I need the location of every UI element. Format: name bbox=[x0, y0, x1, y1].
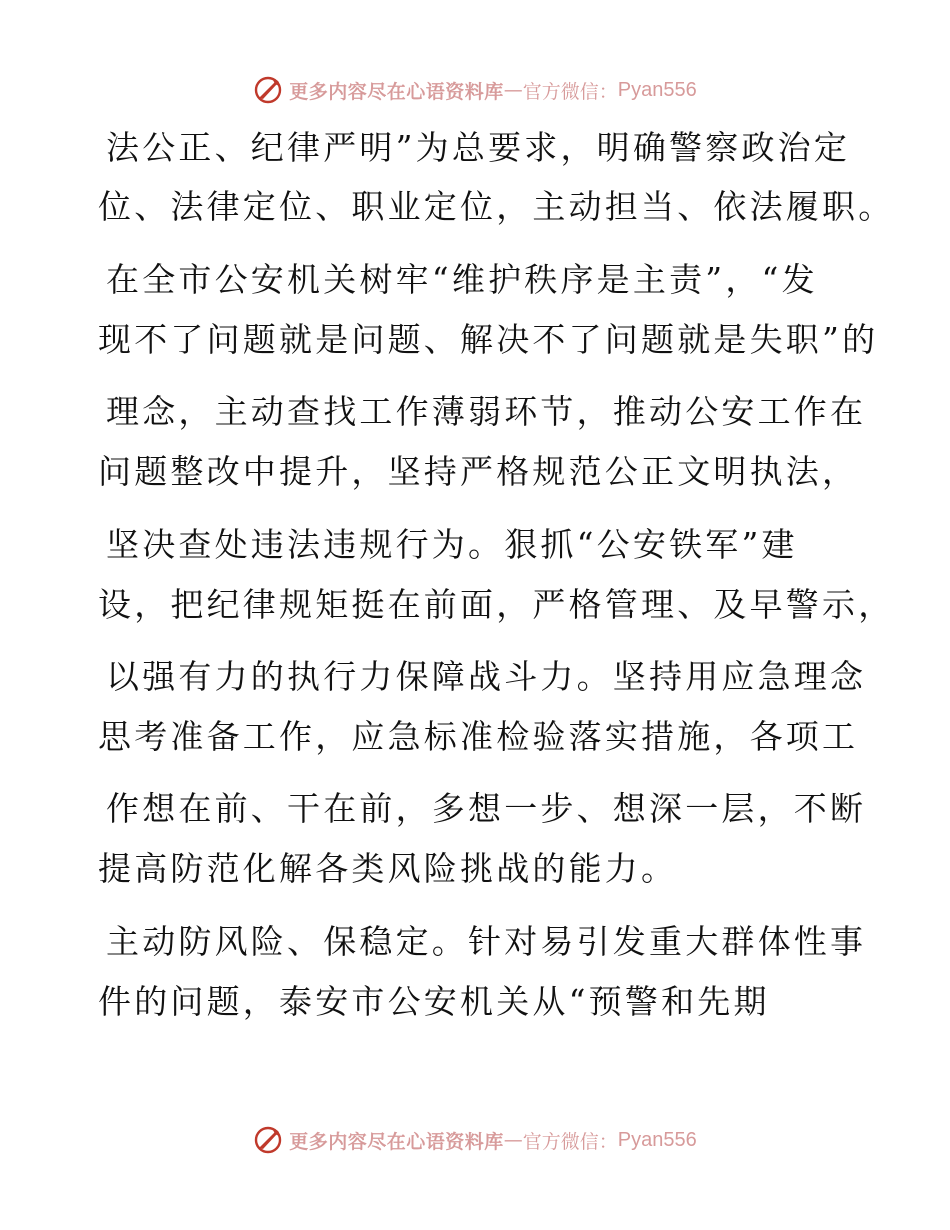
paragraph-line: 件的问题，泰安市公安机关从“预警和先期 bbox=[98, 982, 770, 1021]
banner-text bbox=[289, 1127, 697, 1154]
banner-separator: — bbox=[503, 79, 523, 101]
banner-main-text: 更多内容尽在心语资料库 bbox=[289, 1130, 504, 1153]
paragraph-line: 现不了问题就是问题、解决不了问题就是失职”的 bbox=[98, 320, 879, 359]
banner-main-text: 更多内容尽在心语资料库 bbox=[289, 80, 504, 103]
paragraph-line: 位、法律定位、职业定位，主动担当、依法履职。 bbox=[98, 187, 895, 226]
footer-banner bbox=[0, 1120, 950, 1160]
banner-separator: — bbox=[503, 1129, 523, 1151]
paragraph-line: 提高防范化解各类风险挑战的能力。 bbox=[98, 849, 678, 888]
quill-pen-logo-icon bbox=[253, 1125, 283, 1155]
paragraph-line: 思考准备工作，应急标准检验落实措施，各项工 bbox=[98, 717, 859, 756]
wechat-label: 官方微信： bbox=[522, 80, 618, 103]
paragraph-line: 理念，主动查找工作薄弱环节，推动公安工作在 bbox=[106, 392, 867, 431]
wechat-label: 官方微信： bbox=[522, 1130, 618, 1153]
paragraph-line: 在全市公安机关树牢“维护秩序是主责”，“发 bbox=[106, 260, 818, 299]
paragraph-line: 作想在前、干在前，多想一步、想深一层，不断 bbox=[106, 789, 867, 828]
paragraph-line: 主动防风险、保稳定。针对易引发重大群体性事 bbox=[106, 922, 867, 961]
paragraph-line: 问题整改中提升，坚持严格规范公正文明执法， bbox=[98, 452, 859, 491]
paragraph-line: 坚决查处违法违规行为。狠抓“公安铁军”建 bbox=[106, 525, 798, 564]
wechat-id: Pyan556 bbox=[617, 78, 697, 101]
wechat-id: Pyan556 bbox=[617, 1128, 697, 1151]
paragraph-line: 法公正、纪律严明”为总要求，明确警察政治定 bbox=[106, 128, 851, 167]
paragraph-line: 以强有力的执行力保障战斗力。坚持用应急理念 bbox=[106, 657, 867, 696]
paragraph-line: 设，把纪律规矩挺在前面，严格管理、及早警示， bbox=[98, 585, 895, 624]
